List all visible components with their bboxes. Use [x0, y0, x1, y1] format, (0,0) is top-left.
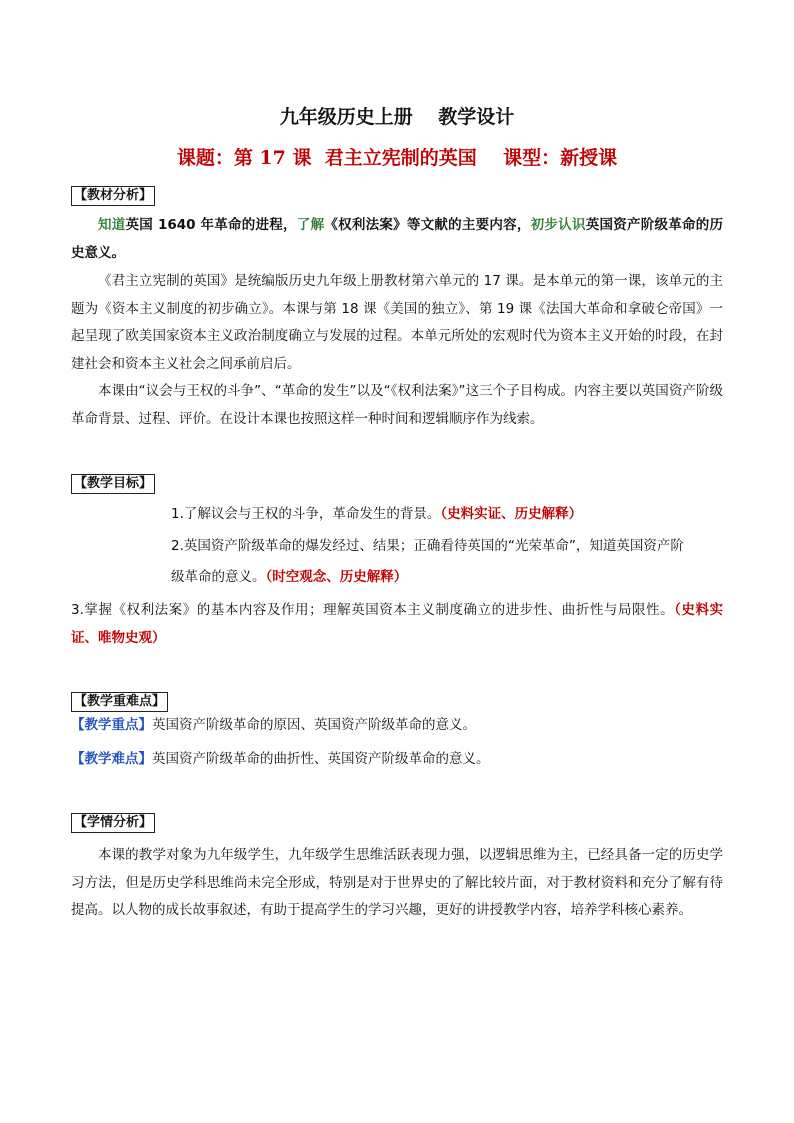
objective-2	[171, 533, 731, 561]
teaching-focus-text: 英国资产阶级革命的原因、英国资产阶级革命的意义。	[152, 717, 476, 733]
lesson-heading: 课题：第 17 课 君主立宪制的英国 课型：新授课	[176, 147, 618, 169]
section-tag-learner-analysis: 【学情分析】	[71, 813, 155, 833]
objective-2-text-line-1: 2.英国资产阶级革命的爆发经过、结果；正确看待英国的“光荣革命”，知道英国资产阶	[171, 538, 684, 554]
document-title: 九年级历史上册 教学设计	[279, 106, 515, 128]
text-segment: 英国资产阶级革命的历史意义。	[71, 217, 724, 261]
objective-2-text-line-2: 级革命的意义。	[171, 569, 266, 585]
objective-3-literacy: （史料实证、唯物史观）	[71, 602, 723, 646]
text-segment: 英国 1640 年革命的进程，	[125, 217, 297, 233]
learner-analysis-paragraph: 本课的教学对象为九年级学生，九年级学生思维活跃表现力强，以逻辑思维为主，已经具备一定的历史学习方法，但是历史学科思维尚未完全形成，特别是对于世界史的了解比较片面，对于教材资料和充分了解有待提高。以人物的成长故事叙述，有助于提高学生的学习兴趣，更好的讲授教学内容，培养学科核心素养。	[71, 847, 723, 918]
teaching-difficulty-label: 【教学难点】	[71, 751, 152, 767]
objective-1-literacy: （史料实证、历史解释）	[440, 506, 583, 522]
section-tag-textbook-analysis: 【教材分析】	[71, 186, 155, 206]
textbook-analysis-paragraph-2: 《君主立宪制的英国》是统编版历史九年级上册教材第六单元的 17 课。是本单元的第一课，该单元的主题为《资本主义制度的初步确立》。本课与第 18 课《美国的独立》、第 19 课《法国大革命和拿破仑帝国》一起呈现了欧美国家资本主义政治制度确立与发展的过程。本单元所处的宏观时代为资本主义开始的时段，在封建社会和资本主义社会之间承前启后。	[71, 273, 723, 372]
objective-3	[71, 596, 723, 652]
section-tag-key-points: 【教学重难点】	[71, 692, 168, 712]
objective-2-literacy: （时空观念、历史解释）	[265, 569, 408, 585]
textbook-analysis-paragraph-1	[71, 212, 723, 267]
objective-3-text: 3.掌握《权利法案》的基本内容及作用；理解英国资本主义制度确立的进步性、曲折性与局限性。	[71, 602, 675, 618]
objective-1-text: 1.了解议会与王权的斗争，革命发生的背景。	[171, 506, 441, 522]
section-tag-objectives: 【教学目标】	[71, 474, 155, 494]
keyword-recognize: 初步认识	[530, 217, 586, 233]
teaching-focus	[71, 712, 476, 740]
keyword-know: 知道	[98, 217, 126, 233]
textbook-analysis-paragraph-3: 本课由“议会与王权的斗争”、“革命的发生”以及“《权利法案》”这三个子目构成。内容主要以英国资产阶级革命背景、过程、评价。在设计本课也按照这样一种时间和逻辑顺序作为线索。	[71, 383, 723, 427]
teaching-focus-label: 【教学重点】	[71, 717, 152, 733]
teaching-difficulty-text: 英国资产阶级革命的曲折性、英国资产阶级革命的意义。	[152, 751, 490, 767]
teaching-difficulty	[71, 746, 490, 774]
objective-1	[171, 501, 582, 529]
keyword-understand: 了解	[296, 217, 325, 233]
text-segment: 《权利法案》等文献的主要内容，	[324, 217, 531, 233]
objective-2-continued	[171, 564, 407, 592]
